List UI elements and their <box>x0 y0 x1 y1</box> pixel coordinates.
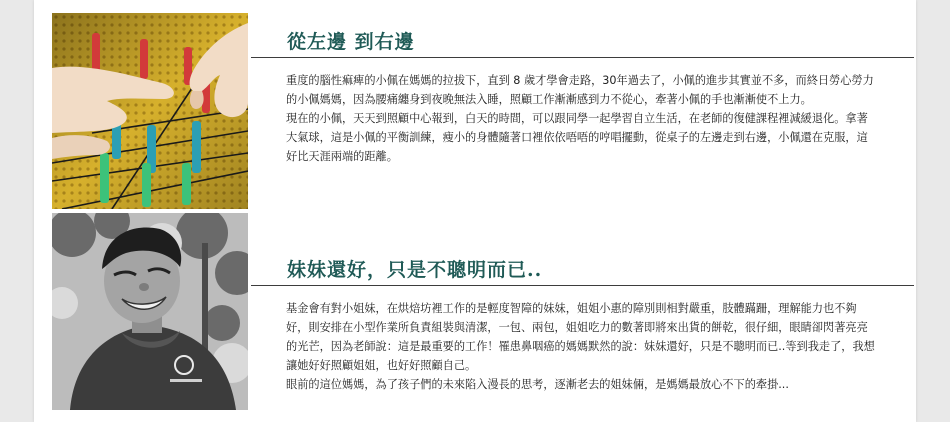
smiling-man-portrait-photo <box>52 213 248 410</box>
section-2-paragraph-1: 基金會有對小姐妹，在烘焙坊裡工作的是輕度智障的妹妹，姐姐小惠的障別則相對嚴重，肢體蹣跚，理解能力也不夠好，則安排在小型作業所負責組裝與清潔，一包、兩包，姐姐吃力的數著即將來出貨的餅乾，很仔細，眼睛卻閃著亮亮的光芒，因為老師說：這是最重要的工作！罹患鼻咽癌的媽媽默然的說：妹妹還好，只是不聰明而已..等到我走了，我想讓她好好照顧姐姐，也好好照顧自己。 <box>286 302 875 372</box>
section-1-heading: 從左邊 到右邊 <box>287 31 415 53</box>
story-section-1 <box>251 30 914 166</box>
story-page <box>34 0 916 422</box>
section-1-paragraph-1: 重度的腦性痲痺的小佩在媽媽的拉拔下，直到 8 歲才學會走路，30年過去了，小佩的進步其實並不多，而終日勞心勞力的小佩媽媽，因為腰痛纏身到夜晚無法入睡，照顧工作漸漸感到力不從心，牽著小佩的手也漸漸使不上力。 <box>286 74 874 106</box>
section-2-body <box>286 299 876 394</box>
section-2-paragraph-2: 眼前的這位媽媽，為了孩子們的未來陷入漫長的思考，逐漸老去的姐妹倆，是媽媽最放心不下的牽掛... <box>286 378 789 391</box>
story-section-2 <box>251 258 914 394</box>
hands-pegboard-photo <box>52 13 248 209</box>
section-1-body <box>286 71 876 166</box>
section-2-divider <box>251 285 914 286</box>
section-1-divider <box>251 57 914 58</box>
section-2-heading: 妹妹還好，只是不聰明而已.. <box>287 259 543 281</box>
section-1-paragraph-2: 現在的小佩，天天到照顧中心報到，白天的時間，可以跟同學一起學習自立生活，在老師的復健課程裡減緩退化。拿著大氣球，這是小佩的平衡訓練，瘦小的身體隨著口裡依依唔唔的哼唱擺動，從桌子的左邊走到右邊，小佩還在克服，這好比天涯兩端的距離。 <box>286 112 868 163</box>
